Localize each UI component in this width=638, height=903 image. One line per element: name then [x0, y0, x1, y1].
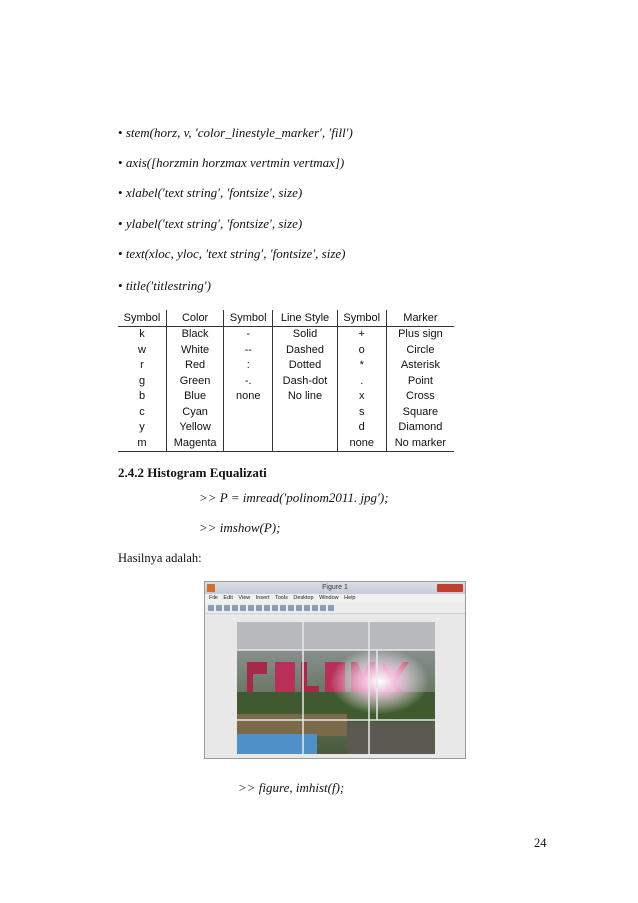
table-cell: r — [140, 359, 144, 372]
table-cell: Dashed — [273, 342, 337, 358]
table-row — [118, 358, 454, 374]
table-cell: White — [167, 342, 224, 358]
bullet-text: axis([horzmin horzmax vertmin vertmax]) — [125, 155, 345, 170]
table-cell: Dotted — [273, 358, 337, 374]
rotate-icon[interactable] — [272, 605, 278, 611]
bullet-text-cmd: • text(xloc, yloc, ′text string′, ′fontsize′, size) — [118, 246, 346, 261]
table-row — [118, 435, 454, 451]
linespec-table — [118, 310, 454, 452]
menu-item-desktop[interactable]: Desktop — [293, 595, 314, 601]
table-row — [118, 389, 454, 405]
menu-item-file[interactable]: File — [209, 595, 218, 601]
zoom-in-icon[interactable] — [248, 605, 254, 611]
table-cell: Red — [167, 358, 224, 374]
bullet-text: text(xloc, yloc, ′text string′, ′fontsize′, size) — [125, 246, 346, 261]
link-icon[interactable] — [296, 605, 302, 611]
table-cell: Black — [167, 326, 224, 342]
bullet-text: title(′titlestring′) — [125, 278, 211, 293]
bullet-axis: • axis([horzmin horzmax vertmin vertmax]) — [118, 155, 345, 170]
table-cell — [224, 420, 273, 436]
table-header: Symbol — [337, 310, 386, 326]
table-cell: none — [337, 435, 386, 451]
table-cell — [273, 404, 337, 420]
save-icon[interactable] — [224, 605, 230, 611]
menu-item-tools[interactable]: Tools — [274, 595, 288, 601]
figure-title-bar — [205, 582, 465, 594]
table-cell: Magenta — [167, 435, 224, 451]
displayed-image — [237, 622, 435, 754]
table-cell: b — [138, 390, 146, 403]
bullet-stem: • stem(horz, v, ′color_linestyle_marker′, ′fill′) — [118, 125, 353, 140]
table-cell: - — [224, 326, 273, 342]
table-cell: Point — [386, 373, 454, 389]
window-controls-icon — [437, 584, 463, 592]
table-cell — [224, 435, 273, 451]
result-text: Hasilnya adalah: — [118, 551, 202, 565]
page-number: 24 — [534, 836, 547, 850]
bullet-xlabel: • xlabel(′text string′, ′fontsize′, size) — [118, 185, 303, 200]
table-cell: * — [337, 358, 386, 374]
table-cell: -- — [224, 342, 273, 358]
bullet-text: stem(horz, v, ′color_linestyle_marker′, ′fill′) — [125, 125, 353, 140]
show-tools-icon[interactable] — [328, 605, 334, 611]
menu-item-edit[interactable]: Edit — [223, 595, 233, 601]
bullet-ylabel: • ylabel(′text string′, ′fontsize′, size) — [118, 216, 303, 231]
table-cell: k — [139, 328, 145, 341]
table-cell: Dash-dot — [273, 373, 337, 389]
table-cell: s — [337, 404, 386, 420]
code-imhist: >> figure, imhist(f); — [238, 780, 345, 795]
legend-icon[interactable] — [312, 605, 318, 611]
bullet-text: xlabel(′text string′, ′fontsize′, size) — [125, 185, 303, 200]
table-cell — [273, 435, 337, 451]
table-cell: w — [138, 343, 146, 356]
colorbar-icon[interactable] — [304, 605, 310, 611]
table-header: Line Style — [273, 310, 337, 326]
figure-menu-bar — [205, 594, 465, 603]
figure-title: Figure 1 — [322, 584, 348, 591]
menu-item-help[interactable]: Help — [344, 595, 356, 601]
brush-icon[interactable] — [288, 605, 294, 611]
print-icon[interactable] — [232, 605, 238, 611]
table-cell: Cross — [386, 389, 454, 405]
table-cell: No marker — [386, 435, 454, 451]
menu-item-insert[interactable]: Insert — [255, 595, 270, 601]
polinom-photo-icon — [237, 622, 435, 754]
table-cell: d — [337, 420, 386, 436]
table-cell: y — [139, 421, 145, 434]
table-row — [118, 420, 454, 436]
figure-toolbar — [205, 603, 465, 614]
code-imshow: >> imshow(P); — [199, 520, 281, 535]
table-cell — [224, 404, 273, 420]
figure-window — [204, 581, 466, 759]
zoom-out-icon[interactable] — [256, 605, 262, 611]
table-cell: + — [337, 326, 386, 342]
matlab-logo-icon — [207, 584, 215, 592]
table-cell: -. — [224, 373, 273, 389]
table-cell: : — [224, 358, 273, 374]
table-cell: Diamond — [386, 420, 454, 436]
table-cell: c — [139, 405, 145, 418]
code-imread: >> P = imread(′polinom2011. jpg′); — [199, 490, 389, 505]
open-icon[interactable] — [216, 605, 222, 611]
table-cell: Square — [386, 404, 454, 420]
section-heading: 2.4.2 Histogram Equalizati — [118, 465, 267, 480]
table-cell: Circle — [386, 342, 454, 358]
bullet-text: ylabel(′text string′, ′fontsize′, size) — [125, 216, 303, 231]
table-cell: Green — [167, 373, 224, 389]
table-cell: o — [337, 342, 386, 358]
table-row — [118, 373, 454, 389]
data-cursor-icon[interactable] — [280, 605, 286, 611]
table-row — [118, 342, 454, 358]
table-cell: Yellow — [167, 420, 224, 436]
table-row — [118, 404, 454, 420]
menu-item-window[interactable]: Window — [319, 595, 339, 601]
table-header: Symbol — [118, 310, 167, 326]
table-cell: Solid — [273, 326, 337, 342]
table-header-row — [118, 310, 454, 326]
table-cell: g — [138, 374, 146, 387]
table-cell: x — [337, 389, 386, 405]
table-cell: Cyan — [167, 404, 224, 420]
new-figure-icon[interactable] — [208, 605, 214, 611]
table-cell: none — [224, 389, 273, 405]
table-cell — [273, 420, 337, 436]
table-cell: . — [337, 373, 386, 389]
pointer-icon[interactable] — [240, 605, 246, 611]
hide-tools-icon[interactable] — [320, 605, 326, 611]
table-cell: No line — [273, 389, 337, 405]
table-cell: Blue — [167, 389, 224, 405]
table-cell: Asterisk — [386, 358, 454, 374]
table-header: Symbol — [224, 310, 273, 326]
table-header: Color — [167, 310, 224, 326]
pan-icon[interactable] — [264, 605, 270, 611]
bullet-title: • title(′titlestring′) — [118, 278, 211, 293]
table-cell: m — [118, 435, 167, 451]
menu-item-view[interactable]: View — [238, 595, 251, 601]
table-header: Marker — [386, 310, 454, 326]
table-cell: Plus sign — [386, 326, 454, 342]
table-row — [118, 326, 454, 342]
